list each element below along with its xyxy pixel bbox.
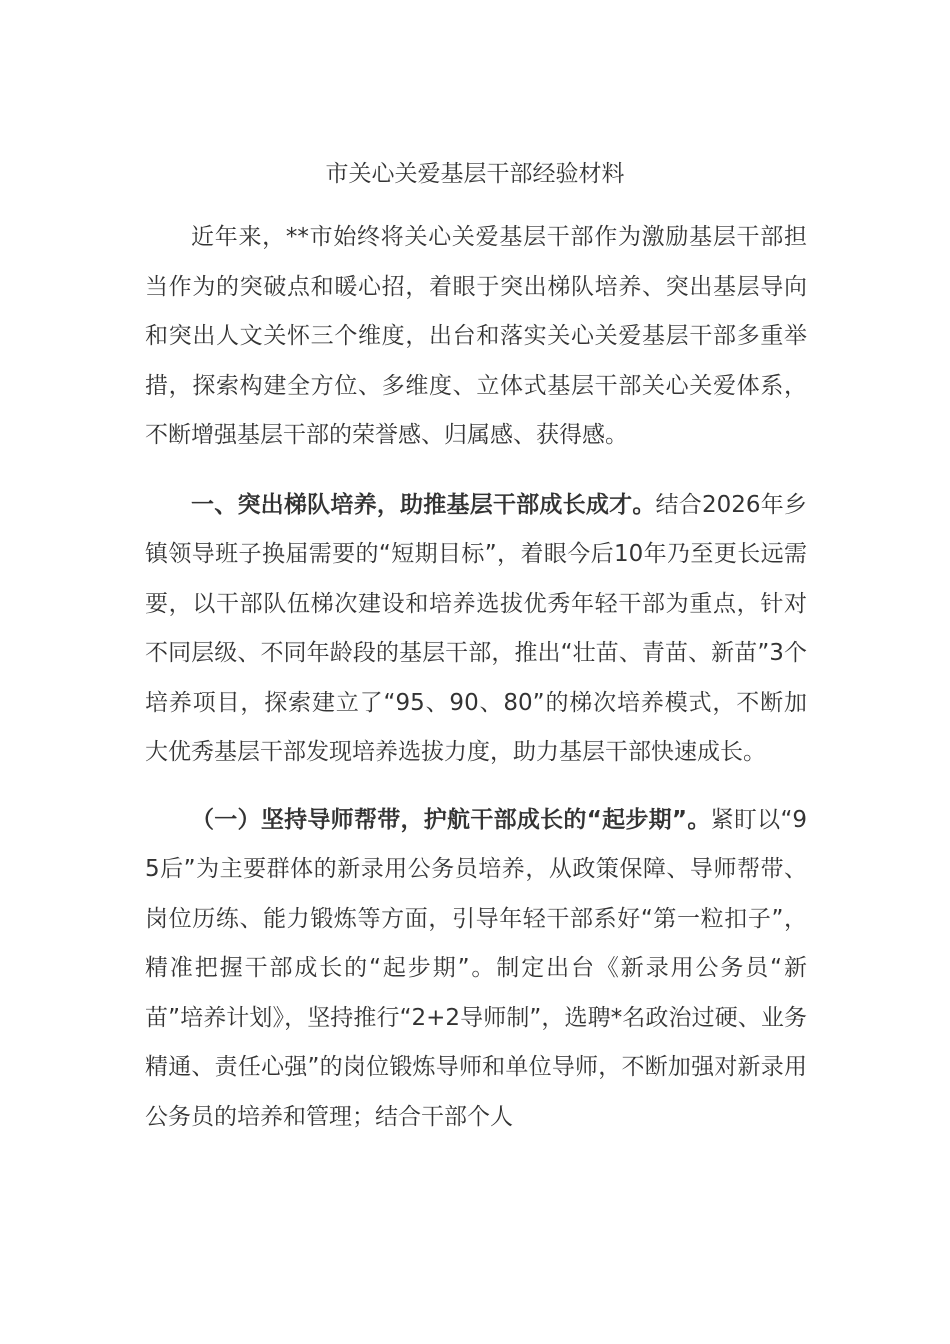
subsection-1-heading: （一）坚持导师帮带，护航干部成长的“起步期”。 — [191, 806, 711, 833]
section-1-text: 结合2026年乡镇领导班子换届需要的“短期目标”，着眼今后10年乃至更长远需要，以干部队伍梯次建设和培养选拔优秀年轻干部为重点，针对不同层级、不同年龄段的基层干部，推出“壮苗、青苗、新苗”3个培养项目，探索建立了“95、90、80”的梯次培养模式，不断加大优秀基层干部发现培养选拔力度，助力基层干部快速成长。 — [145, 491, 807, 765]
section-1-heading: 一、突出梯队培养，助推基层干部成长成才。 — [191, 491, 656, 518]
paragraph-subsection-1 — [145, 796, 807, 1143]
paragraph-intro — [145, 213, 807, 461]
document-body — [145, 213, 807, 1142]
paragraph-intro-text: 近年来，**市始终将关心关爱基层干部作为激励基层干部担当作为的突破点和暖心招，着眼于突出梯队培养、突出基层导向和突出人文关怀三个维度，出台和落实关心关爱基层干部多重举措，探索构建全方位、多维度、立体式基层干部关心关爱体系，不断增强基层干部的荣誉感、归属感、获得感。 — [145, 224, 807, 448]
document-title: 市关心关爱基层干部经验材料 — [325, 161, 625, 187]
subsection-1-text: 紧盯以“95后”为主要群体的新录用公务员培养，从政策保障、导师帮带、岗位历练、能力锻炼等方面，引导年轻干部系好“第一粒扣子”，精准把握干部成长的“起步期”。制定出台《新录用公务员“新苗”培养计划》，坚持推行“2+2导师制”，选聘*名政治过硬、业务精通、责任心强”的岗位锻炼导师和单位导师，不断加强对新录用公务员的培养和管理；结合干部个人 — [145, 806, 807, 1130]
paragraph-section-1 — [145, 481, 807, 778]
